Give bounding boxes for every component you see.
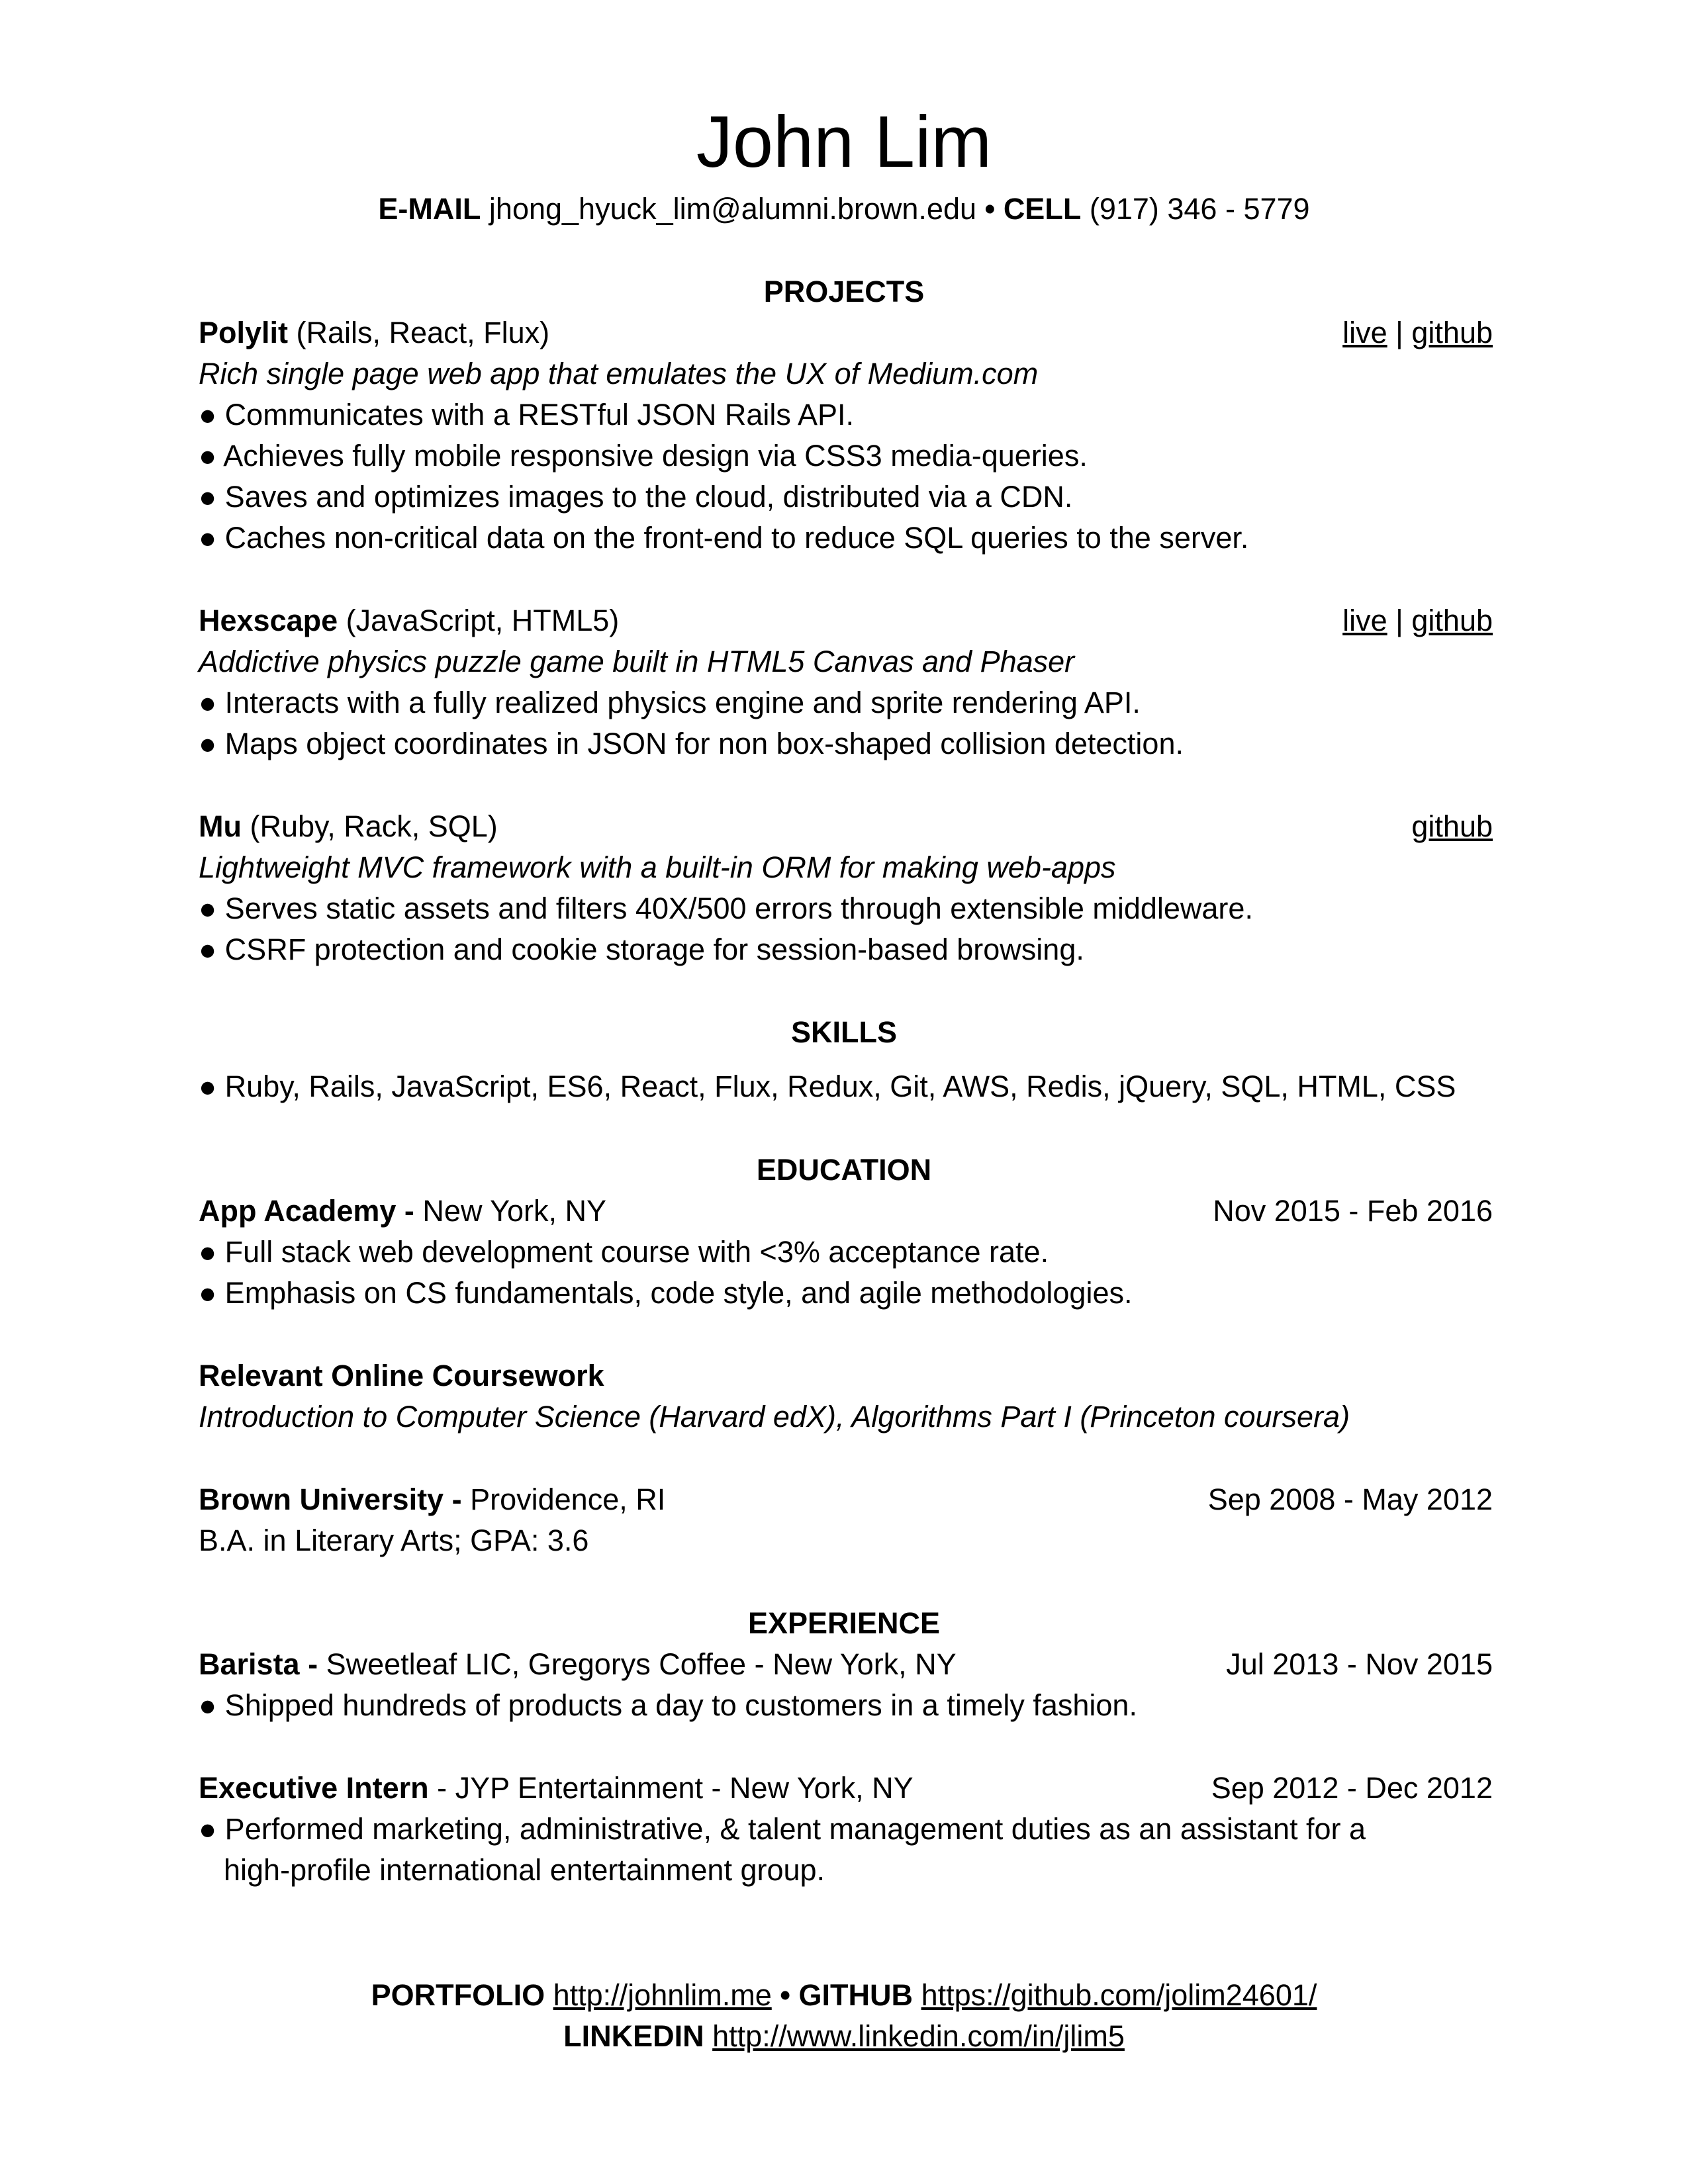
bullet-item: ● Emphasis on CS fundamentals, code style, and agile methodologies. bbox=[199, 1276, 1133, 1310]
barista-header bbox=[199, 1644, 1493, 1685]
footer-linkedin-line bbox=[0, 2016, 1688, 2057]
project-tagline: Addictive physics puzzle game built in HTML5 Canvas and Phaser bbox=[199, 645, 1075, 678]
github-link[interactable]: github bbox=[1411, 809, 1493, 843]
project-tagline: Rich single page web app that emulates the UX of Medium.com bbox=[199, 357, 1039, 390]
bullet-item-continued: high-profile international entertainment group. bbox=[224, 1853, 825, 1887]
project-tech: (Ruby, Rack, SQL) bbox=[250, 809, 498, 843]
live-link[interactable]: live bbox=[1342, 316, 1387, 349]
live-link[interactable]: live bbox=[1342, 604, 1387, 637]
portfolio-label: PORTFOLIO bbox=[371, 1978, 545, 2012]
bullet-item: ● Caches non-critical data on the front-end to reduce SQL queries to the server. bbox=[199, 521, 1249, 555]
project-hexscape-header bbox=[199, 600, 1493, 641]
coursework-text: Introduction to Computer Science (Harvard edX), Algorithms Part I (Princeton coursera) bbox=[199, 1400, 1350, 1433]
project-tech: (Rails, React, Flux) bbox=[296, 316, 550, 349]
school-title bbox=[199, 1479, 665, 1520]
footer-links-line bbox=[0, 1975, 1688, 2016]
school-title bbox=[199, 1191, 606, 1232]
email-label: E-MAIL bbox=[378, 192, 481, 226]
school-name: Brown University - bbox=[199, 1482, 462, 1516]
project-mu-header bbox=[199, 806, 1493, 847]
job-dates: Jul 2013 - Nov 2015 bbox=[1226, 1647, 1493, 1681]
job-org: - JYP Entertainment - New York, NY bbox=[437, 1771, 914, 1805]
github-link[interactable]: github bbox=[1411, 604, 1493, 637]
job-org: Sweetleaf LIC, Gregorys Coffee - New York, NY bbox=[326, 1647, 957, 1681]
contact-line bbox=[0, 189, 1688, 230]
bullet-item: ● Shipped hundreds of products a day to customers in a timely fashion. bbox=[199, 1688, 1137, 1722]
bullet-item: ● Performed marketing, administrative, & talent management duties as an assistant for a bbox=[199, 1812, 1366, 1846]
project-name: Hexscape bbox=[199, 604, 338, 637]
github-link[interactable]: github bbox=[1411, 316, 1493, 349]
bullet-item: ● Full stack web development course with <3% acceptance rate. bbox=[199, 1235, 1049, 1269]
bullet-item: ● Serves static assets and filters 40X/500 errors through extensible middleware. bbox=[199, 891, 1253, 925]
education-heading: EDUCATION bbox=[756, 1153, 932, 1187]
cell-value: (917) 346 - 5779 bbox=[1089, 192, 1310, 226]
project-polylit-header bbox=[199, 312, 1493, 353]
project-name: Polylit bbox=[199, 316, 289, 349]
footer-separator: • bbox=[780, 1978, 791, 2012]
project-links bbox=[1342, 312, 1493, 353]
school-dates: Nov 2015 - Feb 2016 bbox=[1213, 1194, 1493, 1228]
degree-line: B.A. in Literary Arts; GPA: 3.6 bbox=[199, 1524, 589, 1557]
link-separator: | bbox=[1395, 316, 1403, 349]
skills-heading: SKILLS bbox=[790, 1015, 897, 1049]
projects-heading: PROJECTS bbox=[763, 275, 925, 308]
cell-label: CELL bbox=[1003, 192, 1082, 226]
job-title: Executive Intern bbox=[199, 1771, 429, 1805]
job-title: Barista - bbox=[199, 1647, 318, 1681]
project-tagline: Lightweight MVC framework with a built-in ORM for making web-apps bbox=[199, 850, 1116, 884]
school-location: New York, NY bbox=[422, 1194, 607, 1228]
intern-header bbox=[199, 1768, 1493, 1809]
bullet-item: ● Communicates with a RESTful JSON Rails API. bbox=[199, 398, 854, 432]
job-title-line bbox=[199, 1644, 957, 1685]
bullet-item: ● Maps object coordinates in JSON for non box-shaped collision detection. bbox=[199, 727, 1184, 760]
bullet-item: ● Saves and optimizes images to the cloud, distributed via a CDN. bbox=[199, 480, 1073, 514]
school-dates: Sep 2008 - May 2012 bbox=[1207, 1482, 1493, 1516]
github-profile-link[interactable]: https://github.com/jolim24601/ bbox=[921, 1978, 1317, 2012]
email-value: jhong_hyuck_lim@alumni.brown.edu bbox=[489, 192, 977, 226]
app-academy-header bbox=[199, 1191, 1493, 1232]
job-dates: Sep 2012 - Dec 2012 bbox=[1211, 1771, 1493, 1805]
portfolio-link[interactable]: http://johnlim.me bbox=[553, 1978, 772, 2012]
brown-header bbox=[199, 1479, 1493, 1520]
coursework-title: Relevant Online Coursework bbox=[199, 1359, 604, 1392]
school-name: App Academy - bbox=[199, 1194, 414, 1228]
skills-line: ● Ruby, Rails, JavaScript, ES6, React, Flux, Redux, Git, AWS, Redis, jQuery, SQL, HTML, CSS bbox=[199, 1069, 1456, 1103]
github-label: GITHUB bbox=[798, 1978, 914, 2012]
project-title bbox=[199, 806, 498, 847]
linkedin-label: LINKEDIN bbox=[563, 2019, 704, 2053]
job-title-line bbox=[199, 1768, 914, 1809]
resume-name: John Lim bbox=[696, 101, 992, 183]
project-name: Mu bbox=[199, 809, 242, 843]
bullet-item: ● CSRF protection and cookie storage for session-based browsing. bbox=[199, 933, 1084, 966]
link-separator: | bbox=[1395, 604, 1403, 637]
project-links bbox=[1411, 806, 1493, 847]
school-location: Providence, RI bbox=[470, 1482, 666, 1516]
bullet-item: ● Interacts with a fully realized physics engine and sprite rendering API. bbox=[199, 686, 1141, 719]
contact-separator: • bbox=[984, 192, 996, 226]
project-links bbox=[1342, 600, 1493, 641]
project-title bbox=[199, 312, 549, 353]
project-title bbox=[199, 600, 619, 641]
bullet-item: ● Achieves fully mobile responsive design via CSS3 media-queries. bbox=[199, 439, 1088, 473]
project-tech: (JavaScript, HTML5) bbox=[346, 604, 620, 637]
experience-heading: EXPERIENCE bbox=[747, 1606, 941, 1640]
linkedin-link[interactable]: http://www.linkedin.com/in/jlim5 bbox=[712, 2019, 1125, 2053]
